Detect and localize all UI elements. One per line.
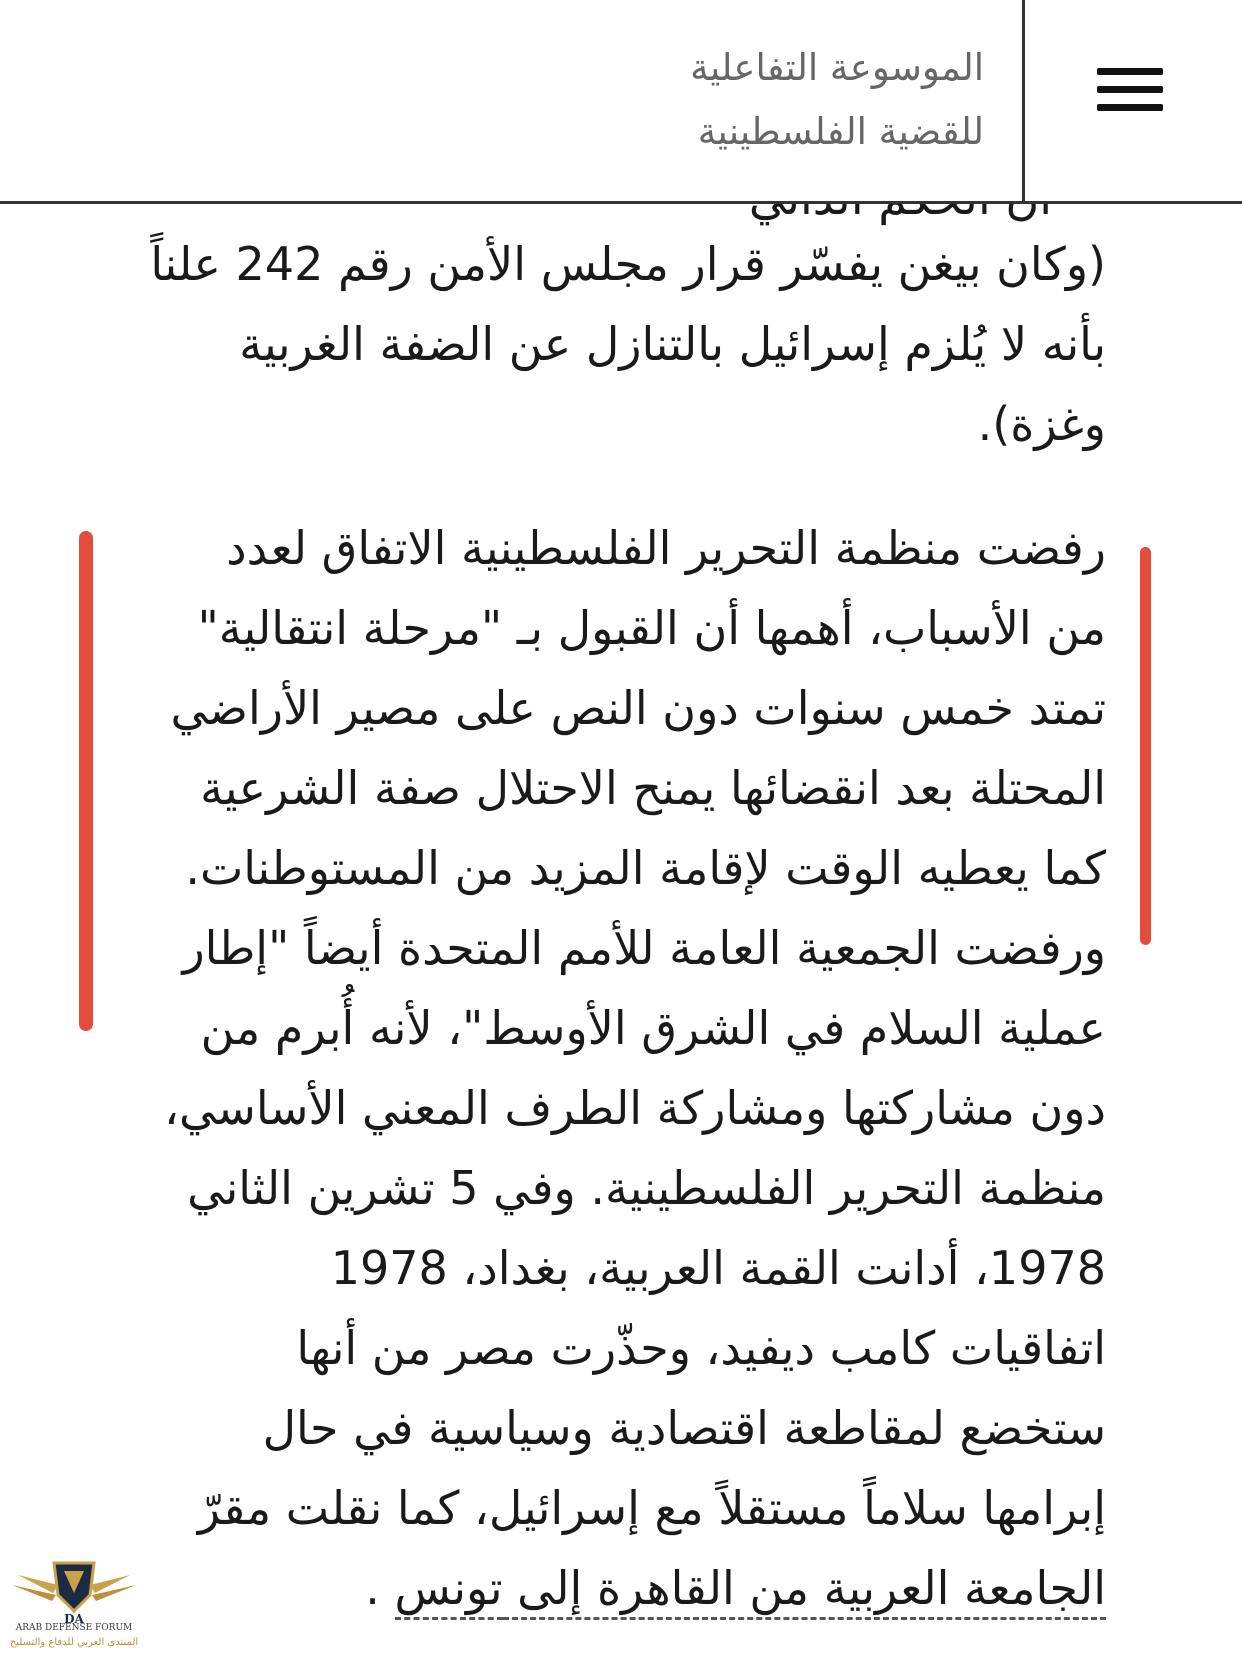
header-divider (1022, 0, 1025, 204)
link-arab-league[interactable]: الجامعة العربية من القاهرة إلى (503, 1561, 1106, 1620)
paragraph-line: إبرامها سلاماً مستقلاً مع إسرائيل، كما نقلت مقرّ (197, 1481, 1106, 1535)
paragraph-line: ستخضع لمقاطعة اقتصادية وسياسية في حال (262, 1401, 1106, 1455)
quote-highlight-bar-right (1140, 547, 1151, 945)
paragraph-line: تمتد خمس سنوات دون النص على مصير الأراضي (170, 681, 1106, 735)
paragraph-line: عملية السلام في الشرق الأوسط"، لأنه أُبرم من (200, 1001, 1106, 1055)
quote-highlight-bar-left (79, 531, 93, 1031)
site-title-line-2: للقضية الفلسطينية (697, 110, 984, 153)
watermark-name-ar: المنتدى العربي للدفاع والتسليح (9, 1637, 139, 1648)
hamburger-menu-icon[interactable] (1095, 60, 1167, 120)
paragraph-line: (وكان بيغن يفسّر قرار مجلس الأمن رقم 242 علناً (150, 237, 1106, 291)
link-tunis[interactable]: تونس (395, 1561, 503, 1620)
paragraph-line: 1978، أدانت القمة العربية، بغداد، 1978 (330, 1241, 1106, 1295)
paragraph-line: وغزة). (977, 397, 1106, 451)
site-header (0, 0, 1242, 204)
menu-bar-top (1097, 68, 1163, 75)
forum-watermark (8, 1545, 140, 1653)
paragraph-last-line (146, 1548, 1106, 1628)
article-paragraph-1 (146, 224, 1106, 464)
paragraph-line: بأنه لا يُلزم إسرائيل بالتنازل عن الضفة الغربية (239, 317, 1106, 371)
watermark-name-en: ARAB DEFENSE FORUM (15, 1623, 133, 1633)
paragraph-line: من الأسباب، أهمها أن القبول بـ "مرحلة انتقالية" (197, 601, 1106, 655)
site-title-line-1: الموسوعة التفاعلية (690, 46, 984, 89)
site-title[interactable] (424, 36, 984, 164)
menu-bar-bottom (1097, 104, 1163, 111)
paragraph-line: المحتلة بعد انقضائها يمنح الاحتلال صفة الشرعية (200, 761, 1106, 815)
paragraph-line: دون مشاركتها ومشاركة الطرف المعني الأساسي، (164, 1081, 1106, 1135)
paragraph-line: منظمة التحرير الفلسطينية. وفي 5 تشرين الثاني (187, 1161, 1106, 1215)
svg-text:DA: DA (64, 1612, 84, 1626)
paragraph-line: رفضت منظمة التحرير الفلسطينية الاتفاق لعدد (226, 521, 1106, 575)
paragraph-line: ورفضت الجمعية العامة للأمم المتحدة أيضاً "إطار (182, 921, 1106, 975)
paragraph-line: كما يعطيه الوقت لإقامة المزيد من المستوطنات. (185, 841, 1106, 895)
article-content (0, 204, 1242, 1655)
last-line-suffix: . (365, 1561, 395, 1615)
menu-bar-middle (1097, 86, 1163, 93)
paragraph-line: اتفاقيات كامب ديفيد، وحذّرت مصر من أنها (296, 1321, 1106, 1375)
article-paragraph-2 (146, 508, 1106, 1628)
forum-logo-icon (8, 1545, 140, 1625)
